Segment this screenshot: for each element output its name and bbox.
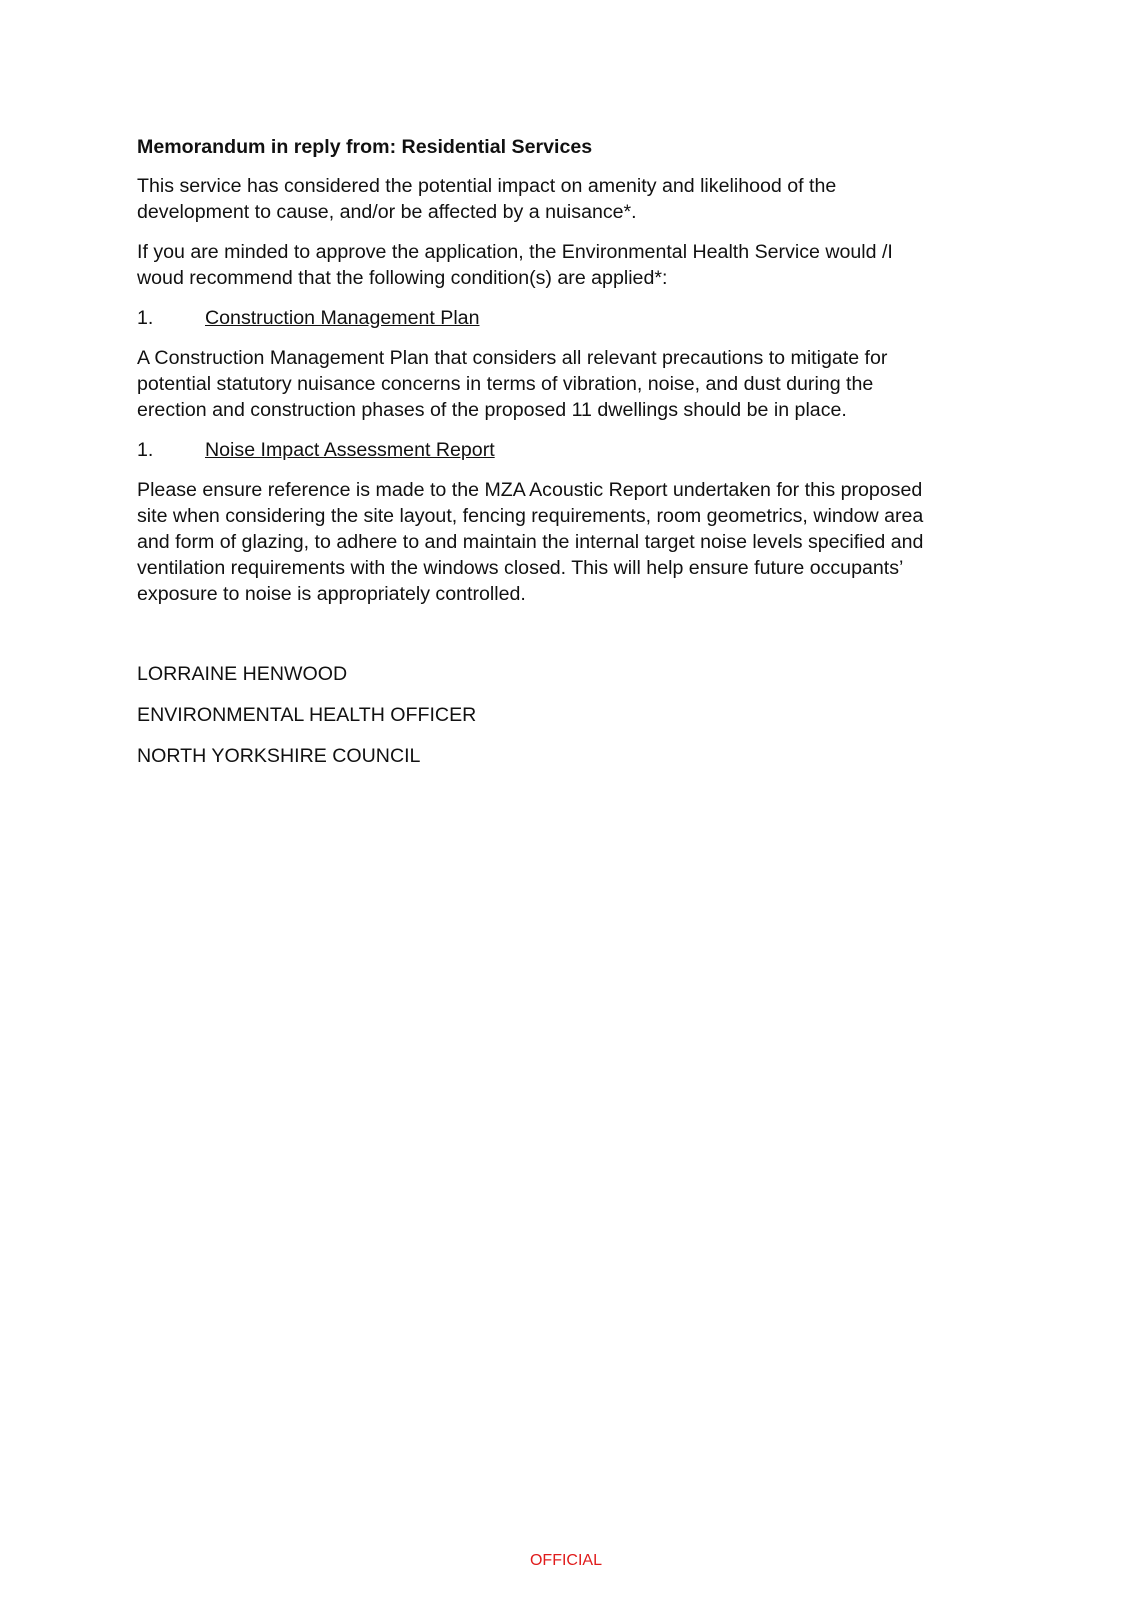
condition-number: 1. <box>137 439 154 461</box>
condition-heading-1 <box>137 305 997 331</box>
classification-footer: OFFICIAL <box>529 1552 602 1569</box>
condition-title: Noise Impact Assessment Report <box>205 439 495 461</box>
intro-paragraph: This service has considered the potential impact on amenity and likelihood of the development to cause, and/or be affected by a nuisance*. <box>137 175 837 223</box>
memo-heading: Memorandum in reply from: Residential Services <box>137 136 593 158</box>
condition-title: Construction Management Plan <box>205 307 480 329</box>
signature-spacer <box>137 621 997 661</box>
recommendation-paragraph: If you are minded to approve the application, the Environmental Health Service would /I woud recommend that the following condition(s) are applied*: <box>137 241 893 289</box>
signatory-organisation: NORTH YORKSHIRE COUNCIL <box>137 745 421 767</box>
condition-heading-2 <box>137 437 997 463</box>
signatory-role: ENVIRONMENTAL HEALTH OFFICER <box>137 704 477 726</box>
signatory-name: LORRAINE HENWOOD <box>137 663 348 685</box>
condition-body-1: A Construction Management Plan that considers all relevant precautions to mitigate for potential statutory nuisance concerns in terms of vibration, noise, and dust during the erection and construction phases of the proposed 11 dwellings should be in place. <box>137 347 888 421</box>
condition-body-2: Please ensure reference is made to the MZA Acoustic Report undertaken for this proposed site when considering the site layout, fencing requirements, room geometrics, window area and form of glazing, to adhere to and maintain the internal target noise levels specified and ventilation requirements with the windows closed. This will help ensure future occupants’ exposure to noise is appropriately controlled. <box>137 479 924 605</box>
condition-number: 1. <box>137 307 154 329</box>
memo-body <box>137 134 997 784</box>
